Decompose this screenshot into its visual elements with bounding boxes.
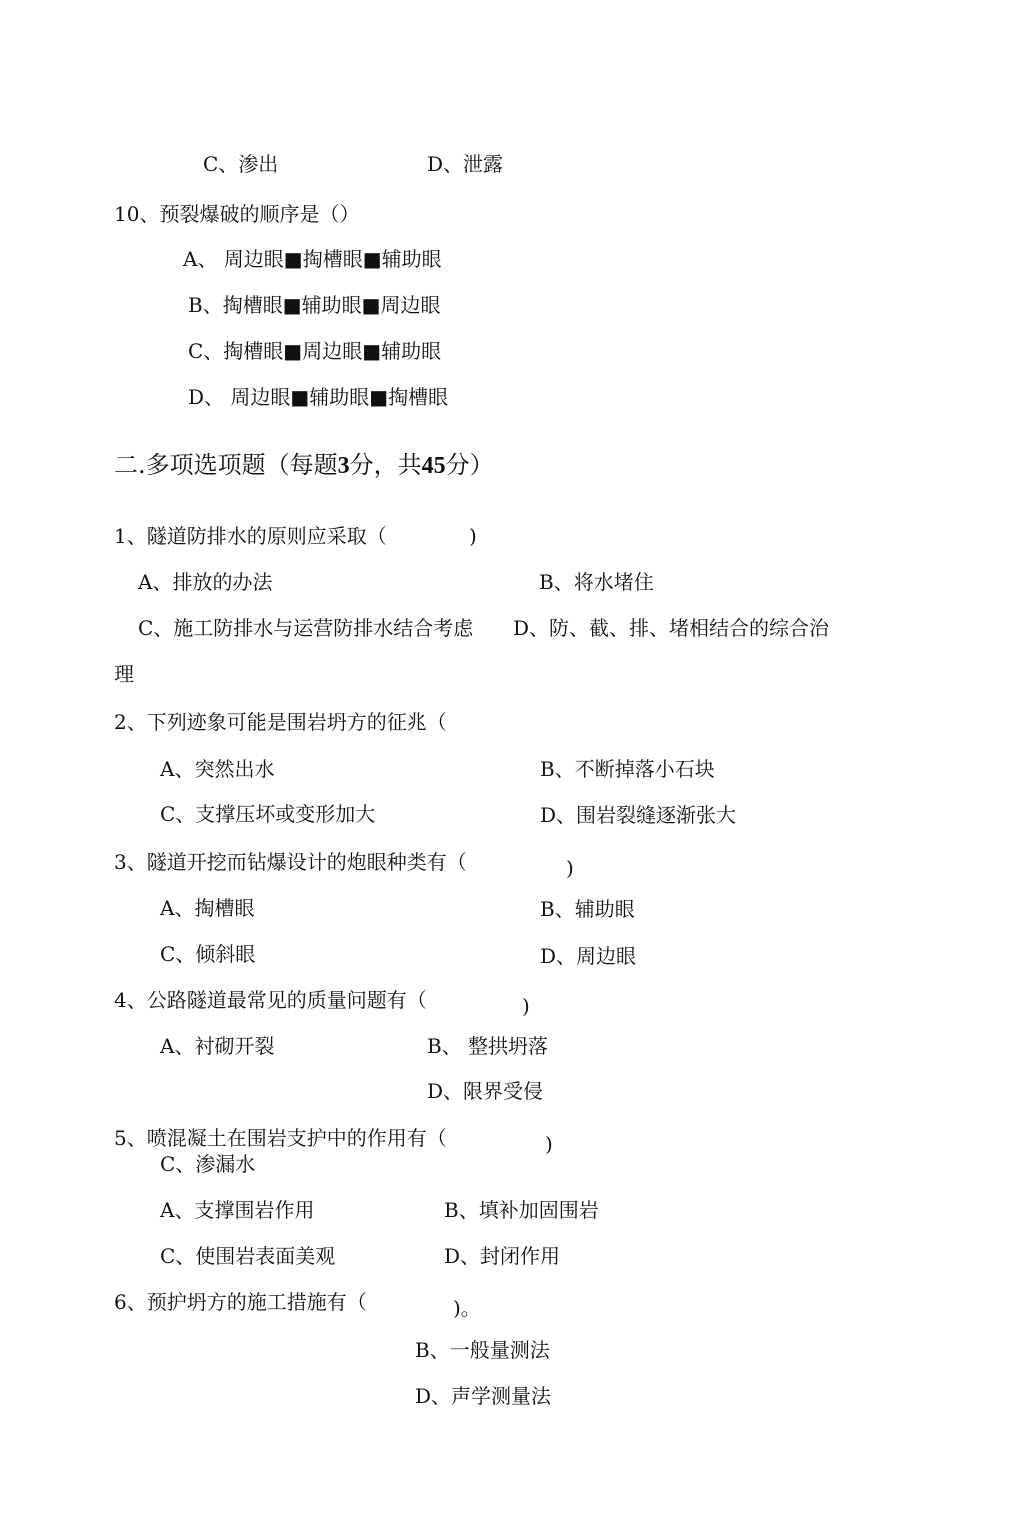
m1-stem: 1、隧道防排水的原则应采取（ <box>114 524 387 548</box>
m1-option-a: A、排放的办法 <box>138 570 273 594</box>
m4-option-a: A、衬砌开裂 <box>160 1034 275 1058</box>
m4-option-c: C、渗漏水 <box>160 1152 256 1176</box>
q9-option-d: D、泄露 <box>427 152 504 176</box>
m3-option-c: C、倾斜眼 <box>160 942 256 966</box>
m5-stem: 5、喷混凝土在围岩支护中的作用有（ <box>114 1126 447 1150</box>
m6-close: )。 <box>453 1296 481 1320</box>
m6-option-d: D、声学测量法 <box>415 1384 552 1408</box>
m1-close: ) <box>469 524 477 548</box>
m2-stem: 2、下列迹象可能是围岩坍方的征兆（ <box>114 710 447 734</box>
m5-close: ) <box>545 1132 553 1156</box>
m5-option-a: A、支撑围岩作用 <box>160 1198 315 1222</box>
q10-option-c: C、掏槽眼■周边眼■辅助眼 <box>188 339 442 363</box>
m3-option-b: B、辅助眼 <box>540 897 635 921</box>
m3-option-d: D、周边眼 <box>540 944 637 968</box>
q10-option-a: A、 周边眼■掏槽眼■辅助眼 <box>183 247 442 271</box>
q10-option-d: D、 周边眼■辅助眼■掏槽眼 <box>188 385 449 409</box>
q10-option-b: B、掏槽眼■辅助眼■周边眼 <box>188 293 441 317</box>
m2-option-c: C、支撑压坏或变形加大 <box>160 802 376 826</box>
m3-option-a: A、掏槽眼 <box>160 896 255 920</box>
m4-option-d: D、限界受侵 <box>427 1079 544 1103</box>
m3-stem: 3、隧道开挖而钻爆设计的炮眼种类有（ <box>114 850 467 874</box>
m1-option-b: B、将水堵住 <box>539 570 654 594</box>
m5-option-c: C、使围岩表面美观 <box>160 1244 336 1268</box>
section-heading: 二.多项选项题（每题3分，共45分） <box>114 451 494 479</box>
m5-option-d: D、封闭作用 <box>444 1244 561 1268</box>
m2-option-b: B、不断掉落小石块 <box>540 757 715 781</box>
m1-option-c: C、施工防排水与运营防排水结合考虑 <box>138 616 474 640</box>
m4-option-b: B、 整拱坍落 <box>427 1034 549 1058</box>
m1-option-d: D、防、截、排、堵相结合的综合治 <box>513 616 830 640</box>
m6-option-b: B、一般量测法 <box>415 1338 550 1362</box>
m6-stem: 6、预护坍方的施工措施有（ <box>114 1290 367 1314</box>
q10-stem: 10、预裂爆破的顺序是（） <box>114 202 360 226</box>
m4-stem: 4、公路隧道最常见的质量问题有（ <box>114 988 427 1012</box>
m4-close: ) <box>522 994 530 1018</box>
m3-close: ) <box>566 856 574 880</box>
m2-option-a: A、突然出水 <box>160 757 275 781</box>
m1-option-d-cont: 理 <box>114 662 134 686</box>
m5-option-b: B、填补加固围岩 <box>444 1198 599 1222</box>
m2-option-d: D、围岩裂缝逐渐张大 <box>540 803 737 827</box>
q9-option-c: C、渗出 <box>203 152 279 176</box>
